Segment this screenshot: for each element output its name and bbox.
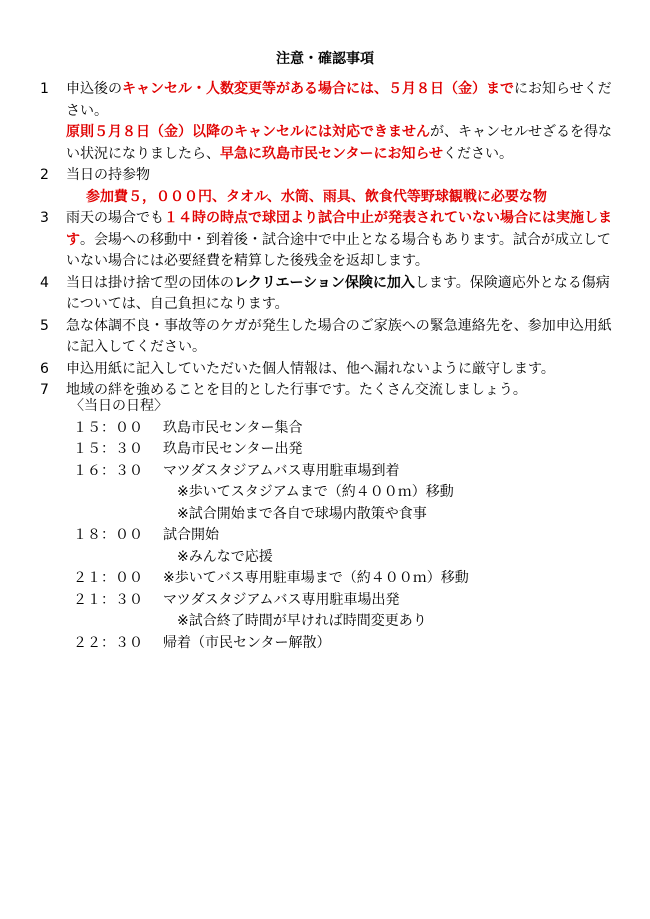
schedule-time: １８：００ bbox=[73, 527, 143, 543]
body-text: 雨天の場合でも bbox=[66, 210, 164, 226]
body-text: が、キャンセルせざるを得ない状況になりましたら、 bbox=[66, 124, 612, 162]
schedule-time: ２１：００ bbox=[73, 570, 143, 586]
notice-paragraph bbox=[66, 187, 620, 209]
schedule-list bbox=[70, 418, 610, 655]
body-text: 申込用紙に記入していただいた個人情報は、他へ漏れないように厳守します。 bbox=[66, 360, 555, 377]
notice-text bbox=[66, 208, 620, 273]
schedule-time: １５：３０ bbox=[73, 441, 143, 457]
emphasis-text: 早急に玖島市民センターにお知らせ bbox=[220, 145, 444, 162]
notice-item bbox=[40, 359, 620, 381]
page-title: 注意・確認事項 bbox=[276, 51, 374, 67]
notice-item bbox=[40, 273, 620, 316]
notice-paragraph bbox=[66, 79, 620, 122]
notice-number: 3 bbox=[40, 210, 49, 226]
schedule-heading: 〈当日の日程〉 bbox=[70, 398, 168, 414]
notice-number: 6 bbox=[40, 360, 49, 377]
notice-list bbox=[40, 79, 620, 402]
notice-text bbox=[66, 316, 620, 359]
notice-text bbox=[66, 79, 620, 165]
body-text: 申込後の bbox=[66, 81, 122, 97]
notice-paragraph bbox=[66, 273, 620, 316]
notice-number: 1 bbox=[40, 81, 49, 97]
body-text: ください。 bbox=[443, 145, 514, 162]
schedule-note: ※試合開始まで各自で球場内散策や食事 bbox=[177, 505, 427, 522]
notice-number: 4 bbox=[40, 274, 49, 291]
bold-text: レクリエーション保険に加入 bbox=[234, 274, 415, 291]
emphasis-text: 参加費５，０００円、タオル、水筒、雨具、飲食代等野球観戦に必要な物 bbox=[86, 188, 547, 205]
emphasis-text: キャンセル・人数変更等がある場合には、５月８日（金）まで bbox=[122, 81, 514, 97]
schedule-event: 玖島市民センター出発 bbox=[163, 441, 303, 457]
body-text: 。会場への移動中・到着後・試合途中で中止となる場合もあります。試合が成立していない場合には必要経費を精算した後残金を返却します。 bbox=[66, 231, 611, 269]
schedule-row bbox=[70, 568, 610, 590]
schedule-section bbox=[70, 396, 610, 654]
schedule-note: ※みんなで応援 bbox=[177, 548, 273, 565]
notice-number: 7 bbox=[40, 382, 49, 398]
notice-paragraph bbox=[66, 122, 620, 165]
notice-paragraph bbox=[66, 316, 620, 359]
notice-number: 5 bbox=[40, 317, 49, 334]
body-text: します。保険適応外となる傷病については、自己負担になります。 bbox=[66, 274, 610, 312]
schedule-time: １５：００ bbox=[73, 419, 143, 436]
notice-item bbox=[40, 165, 620, 208]
schedule-row bbox=[70, 633, 610, 655]
emphasis-text: 原則５月８日（金）以降のキャンセルには対応できません bbox=[66, 124, 430, 140]
schedule-event: ※歩いてバス専用駐車場まで（約４００ｍ）移動 bbox=[163, 570, 469, 586]
notice-text bbox=[66, 273, 620, 316]
notice-text bbox=[66, 359, 620, 381]
notice-paragraph bbox=[66, 359, 620, 381]
notice-paragraph bbox=[66, 208, 620, 273]
schedule-row bbox=[70, 418, 610, 440]
schedule-event: 試合開始 bbox=[163, 527, 219, 543]
body-text: 当日は掛け捨て型の団体の bbox=[66, 274, 234, 291]
body-text: 当日の持参物 bbox=[66, 167, 150, 183]
schedule-event: 玖島市民センター集合 bbox=[163, 419, 303, 436]
schedule-row bbox=[70, 590, 610, 612]
schedule-event: マツダスタジアムバス専用駐車場到着 bbox=[163, 462, 400, 479]
notice-item bbox=[40, 208, 620, 273]
schedule-note: ※歩いてスタジアムまで（約４００ｍ）移動 bbox=[177, 484, 454, 500]
emphasis-text: １４時の時点で球団より試合中止が発表されていない場合には実施します bbox=[66, 210, 612, 248]
schedule-event: マツダスタジアムバス専用駐車場出発 bbox=[163, 591, 400, 608]
body-text: にお知らせください。 bbox=[66, 81, 612, 119]
notice-text bbox=[66, 165, 620, 208]
notice-paragraph bbox=[66, 165, 620, 187]
schedule-event: 帰着（市民センター解散） bbox=[163, 634, 331, 651]
body-text: 急な体調不良・事故等のケガが発生した場合のご家族への緊急連絡先を、参加申込用紙に記入してください。 bbox=[66, 317, 612, 355]
schedule-row bbox=[70, 439, 610, 461]
schedule-time: １６：３０ bbox=[73, 462, 143, 479]
notice-item bbox=[40, 316, 620, 359]
notice-number: 2 bbox=[40, 167, 49, 183]
schedule-time: ２１：３０ bbox=[73, 591, 143, 608]
schedule-row bbox=[70, 461, 610, 483]
schedule-row bbox=[70, 525, 610, 547]
notice-item bbox=[40, 79, 620, 165]
schedule-note: ※試合終了時間が早ければ時間変更あり bbox=[177, 613, 427, 629]
schedule-time: ２２：３０ bbox=[73, 634, 143, 651]
body-text: 地域の絆を強めることを目的とした行事です。たくさん交流しましょう。 bbox=[66, 382, 527, 398]
